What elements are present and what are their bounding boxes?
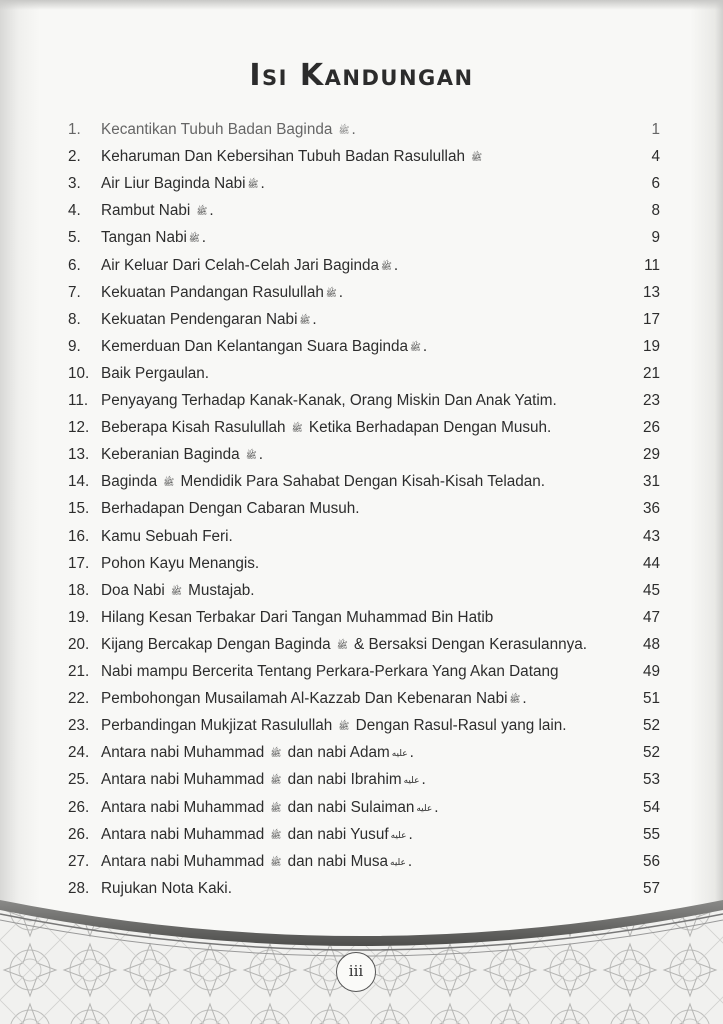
toc-entry-title: Air Liur Baginda Nabi ﷺ . — [101, 170, 265, 199]
toc-entry — [0, 658, 723, 685]
page-number: iii — [336, 952, 376, 992]
toc-entry-title: Antara nabi Muhammad ﷺ dan nabi Adam عليه . — [101, 739, 414, 768]
honorific-glyph: عليه — [390, 857, 406, 868]
toc-entry — [0, 821, 723, 848]
toc-entry-page: 9 — [651, 229, 660, 247]
toc-entry-number: 17. — [68, 554, 90, 572]
toc-entry — [0, 224, 723, 251]
honorific-glyph: عليه — [391, 749, 408, 760]
toc-entry-title: Antara nabi Muhammad ﷺ dan nabi Yusuf عليه . — [101, 821, 413, 850]
toc-entry — [0, 495, 723, 522]
toc-entry-number: 13. — [68, 446, 90, 464]
toc-entry-title: Baginda ﷺ Mendidik Para Sahabat Dengan Kisah-Kisah Teladan. — [101, 468, 545, 497]
toc-entry — [0, 685, 723, 712]
toc-entry-title: Kecantikan Tubuh Badan Baginda ﷺ . — [101, 116, 356, 145]
toc-entry-number: 5. — [68, 229, 81, 247]
toc-entry-page: 26 — [642, 419, 660, 437]
toc-entry-page: 17 — [642, 310, 660, 328]
toc-entry — [0, 766, 723, 793]
toc-entry-title: Antara nabi Muhammad ﷺ dan nabi Musa عليه . — [101, 848, 412, 877]
toc-entry-page: 19 — [642, 337, 660, 355]
honorific-glyph: عليه — [403, 776, 420, 787]
honorific-glyph: عليه — [390, 830, 407, 841]
toc-entry — [0, 712, 723, 739]
toc-entry-number: 16. — [68, 527, 90, 545]
toc-entry-title: Air Keluar Dari Celah-Celah Jari Baginda ﷺ . — [101, 252, 398, 281]
toc-entry-page: 44 — [642, 554, 660, 572]
toc-entry-title: Kamu Sebuah Feri. — [101, 527, 233, 545]
toc-entry-number: 20. — [68, 635, 90, 653]
toc-entry-title: Nabi mampu Bercerita Tentang Perkara-Perkara Yang Akan Datang — [101, 663, 559, 680]
toc-entry — [0, 306, 723, 333]
toc-entry-page: 36 — [642, 500, 660, 518]
toc-entry-title: Pembohongan Musailamah Al-Kazzab Dan Kebenaran Nabi ﷺ . — [101, 685, 527, 714]
toc-entry — [0, 794, 723, 821]
honorific-glyph: ﷺ — [270, 830, 282, 841]
toc-entry-number: 27. — [68, 852, 90, 870]
toc-entry-number: 26. — [68, 798, 90, 816]
toc-entry-number: 2. — [68, 148, 81, 166]
toc-entry-number: 10. — [68, 364, 90, 382]
honorific-glyph: ﷺ — [410, 342, 421, 353]
toc-entry-page: 54 — [642, 798, 660, 816]
toc-entry-number: 26. — [68, 825, 90, 843]
toc-entry-page: 52 — [642, 744, 660, 762]
toc-entry-number: 15. — [68, 500, 90, 518]
toc-entry — [0, 279, 723, 306]
toc-entry — [0, 848, 723, 875]
toc-entry-page: 45 — [642, 581, 660, 599]
page-edge-shadow — [0, 0, 723, 10]
honorific-glyph: ﷺ — [270, 776, 282, 787]
honorific-glyph: ﷺ — [325, 288, 337, 299]
toc-entry-title: Kekuatan Pendengaran Nabi ﷺ . — [101, 306, 317, 335]
toc-entry — [0, 170, 723, 197]
honorific-glyph: ﷺ — [245, 451, 257, 462]
toc-entry-number: 23. — [68, 717, 90, 735]
toc-entry-title: Pohon Kayu Menangis. — [101, 554, 260, 572]
toc-entry-title: Berhadapan Dengan Cabaran Musuh. — [101, 500, 360, 518]
toc-entry-number: 11. — [68, 392, 89, 409]
toc-entry — [0, 197, 723, 224]
honorific-glyph: ﷺ — [509, 695, 521, 706]
toc-entry-title: Kijang Bercakap Dengan Baginda ﷺ & Bersaksi Dengan Kerasulannya. — [101, 631, 587, 660]
toc-entry-page: 52 — [642, 717, 660, 735]
toc-entry-page: 4 — [651, 148, 660, 166]
toc-entry-page: 57 — [642, 879, 660, 897]
honorific-glyph: ﷺ — [299, 315, 311, 326]
toc-entry-title: Tangan Nabi ﷺ . — [101, 224, 206, 253]
toc-entry — [0, 143, 723, 170]
toc-entry — [0, 333, 723, 360]
honorific-glyph: ﷺ — [336, 640, 348, 651]
toc-entry-page: 8 — [651, 202, 660, 220]
toc-entry-title: Perbandingan Mukjizat Rasulullah ﷺ Dengan Rasul-Rasul yang lain. — [101, 712, 567, 741]
toc-entry-title: Rambut Nabi ﷺ . — [101, 197, 214, 226]
toc-entry-number: 8. — [68, 310, 81, 328]
toc-entry-title: Baik Pergaulan. — [101, 364, 209, 382]
toc-entry-title: Hilang Kesan Terbakar Dari Tangan Muhammad Bin Hatib — [101, 608, 494, 626]
toc-entry-page: 21 — [642, 364, 660, 382]
toc-entry-page: 11 — [644, 256, 660, 274]
toc-entry-page: 23 — [642, 392, 660, 409]
toc-entry — [0, 414, 723, 441]
toc-entry-number: 25. — [68, 771, 90, 789]
honorific-glyph: عليه — [416, 803, 433, 814]
honorific-glyph: ﷺ — [471, 153, 483, 164]
toc-entry-title: Antara nabi Muhammad ﷺ dan nabi Ibrahim عليه . — [101, 766, 426, 795]
toc-entry — [0, 116, 723, 143]
toc-entry-number: 19. — [68, 608, 90, 626]
toc-entry-page: 53 — [642, 771, 660, 789]
toc-entry-page: 55 — [642, 825, 660, 843]
toc-entry-title: Rujukan Nota Kaki. — [101, 879, 232, 897]
honorific-glyph: ﷺ — [270, 803, 282, 814]
toc-entry — [0, 468, 723, 495]
toc-entry — [0, 523, 723, 550]
toc-entry-title: Kemerduan Dan Kelantangan Suara Baginda ﷺ . — [101, 333, 427, 362]
toc-entry — [0, 441, 723, 468]
honorific-glyph: ﷺ — [338, 126, 350, 136]
toc-entry-number: 12. — [68, 419, 90, 437]
toc-entry-number: 4. — [68, 202, 81, 220]
toc-entry-number: 24. — [68, 744, 90, 762]
toc-entry-page: 31 — [642, 473, 660, 491]
toc-entry-number: 6. — [68, 256, 81, 274]
toc-entry-number: 18. — [68, 581, 90, 599]
toc-entry — [0, 252, 723, 279]
toc-entry-page: 47 — [642, 608, 660, 626]
toc-entry-title: Doa Nabi ﷺ Mustajab. — [101, 577, 254, 606]
toc-entry-page: 13 — [642, 283, 660, 301]
toc-entry-title: Keharuman Dan Kebersihan Tubuh Badan Rasulullah ﷺ — [101, 143, 484, 172]
toc-entry-number: 1. — [68, 121, 81, 138]
toc-entry — [0, 739, 723, 766]
toc-entry — [0, 387, 723, 414]
toc-entry-page: 43 — [642, 527, 660, 545]
toc-entry-page: 51 — [642, 690, 660, 708]
toc-entry-number: 7. — [68, 283, 81, 301]
honorific-glyph: ﷺ — [188, 234, 200, 245]
toc-entry-number: 22. — [68, 690, 90, 708]
toc-entry-title: Beberapa Kisah Rasulullah ﷺ Ketika Berhadapan Dengan Musuh. — [101, 414, 551, 443]
honorific-glyph: ﷺ — [291, 424, 303, 435]
toc-entry-page: 49 — [642, 663, 660, 680]
toc-entry-page: 56 — [642, 852, 660, 870]
toc-entry — [0, 360, 723, 387]
toc-entry-number: 21. — [68, 663, 90, 680]
toc-entry-number: 28. — [68, 879, 90, 897]
toc-entry-title: Penyayang Terhadap Kanak-Kanak, Orang Miskin Dan Anak Yatim. — [101, 392, 557, 409]
toc-entry-title: Antara nabi Muhammad ﷺ dan nabi Sulaiman عليه . — [101, 794, 439, 823]
toc-entry-page: 29 — [642, 446, 660, 464]
honorific-glyph: ﷺ — [381, 261, 392, 272]
honorific-glyph: ﷺ — [247, 180, 259, 191]
toc-entry-title: Keberanian Baginda ﷺ . — [101, 441, 263, 470]
honorific-glyph: ﷺ — [196, 207, 208, 218]
honorific-glyph: ﷺ — [163, 478, 175, 489]
toc-entry-number: 14. — [68, 473, 90, 491]
toc-entry-number: 9. — [68, 337, 81, 355]
toc-entry-page: 1 — [651, 121, 660, 138]
toc-entry — [0, 577, 723, 604]
honorific-glyph: ﷺ — [270, 749, 282, 760]
toc-entry-page: 6 — [651, 175, 660, 193]
toc-entry — [0, 631, 723, 658]
toc-entry — [0, 550, 723, 577]
honorific-glyph: ﷺ — [270, 857, 282, 868]
honorific-glyph: ﷺ — [171, 586, 182, 597]
page-title: Isi Kandungan — [249, 58, 474, 93]
toc-entry-number: 3. — [68, 175, 81, 193]
toc-entry — [0, 604, 723, 631]
toc-entry-title: Kekuatan Pandangan Rasulullah ﷺ . — [101, 279, 343, 308]
toc-entry-page: 48 — [642, 635, 660, 653]
honorific-glyph: ﷺ — [338, 722, 350, 733]
